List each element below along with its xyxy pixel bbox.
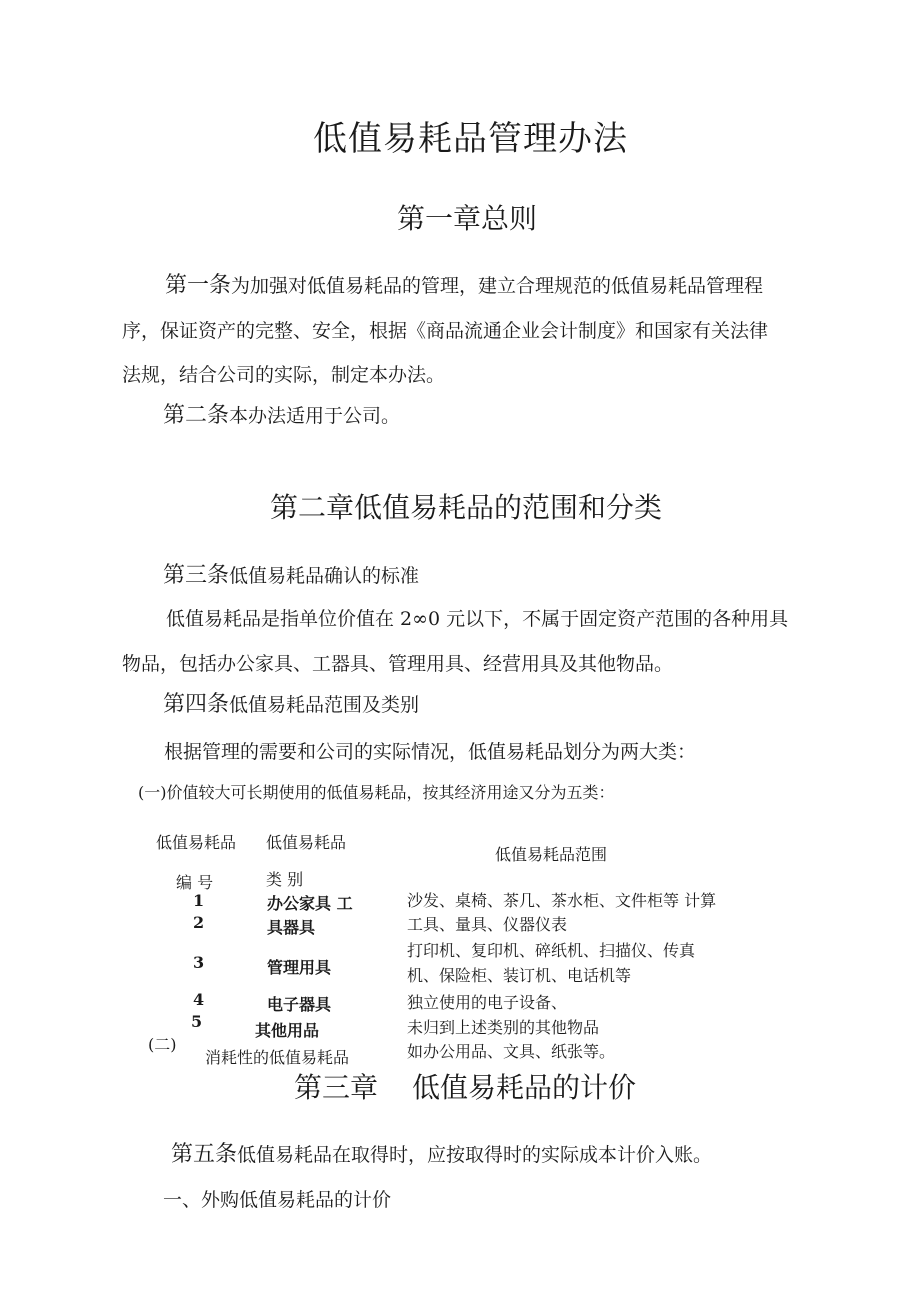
sub-item-1: (一)价值较大可长期使用的低值易耗品，按其经济用途又分为五类： — [138, 783, 615, 802]
sub-item-2-range: 如办公用品、文具、纸张等。 — [407, 1042, 616, 1061]
sub-item-2-text: 消耗性的低值易耗品 — [205, 1048, 350, 1067]
table-row-5-category: 其他用品 — [255, 1021, 320, 1040]
chapter-3-title-text: 低值易耗品的计价 — [412, 1071, 637, 1104]
article-1-line-2: 序，保证资产的完整、安全，根据《商品流通企业会计制度》和国家有关法律 — [122, 320, 769, 342]
chapter-3-title-number: 第三章 — [294, 1071, 379, 1104]
table-row-3-number: 3 — [193, 953, 205, 972]
article-3-label: 第三条 — [163, 563, 230, 588]
table-row-5-number: 5 — [191, 1012, 203, 1031]
article-2-label: 第二条 — [163, 403, 230, 428]
article-1-first-line — [165, 268, 763, 299]
page-title: 低值易耗品管理办法 — [313, 119, 628, 159]
chapter-2-title: 第二章低值易耗品的范围和分类 — [270, 491, 663, 524]
table-row-2-number: 2 — [193, 913, 205, 932]
article-2 — [163, 398, 400, 429]
article-3-text: 低值易耗品确认的标准 — [229, 565, 420, 587]
table-header-category-line-2: 类 别 — [266, 870, 304, 889]
paragraph-1-line-1: 低值易耗品是指单位价值在 2∞0 元以下，不属于固定资产范围的各种用具 — [166, 608, 789, 630]
table-row-2-range: 工具、量具、仪器仪表 — [407, 915, 568, 934]
article-2-text: 本办法适用于公司。 — [229, 405, 401, 427]
item-1-heading: 一、外购低值易耗品的计价 — [163, 1189, 392, 1211]
table-row-4-number: 4 — [193, 990, 205, 1009]
sub-item-2-label: (二) — [148, 1035, 177, 1054]
table-row-2-category: 具器具 — [267, 918, 316, 937]
chapter-1-title: 第一章总则 — [397, 202, 538, 235]
article-4-label: 第四条 — [163, 692, 230, 717]
article-5 — [171, 1137, 712, 1168]
paragraph-1-line-2: 物品，包括办公家具、工器具、管理用具、经营用具及其他物品。 — [122, 653, 674, 675]
table-row-4-category: 电子器具 — [267, 995, 332, 1014]
table-row-3-range-line-1: 打印机、复印机、碎纸机、扫描仪、传真 — [407, 941, 696, 960]
table-header-range: 低值易耗品范围 — [495, 845, 608, 864]
article-1-line-3: 法规，结合公司的实际，制定本办法。 — [122, 364, 446, 386]
article-1-line-1: 为加强对低值易耗品的管理，建立合理规范的低值易耗品管理程 — [231, 275, 764, 297]
table-row-1-range: 沙发、桌椅、茶几、茶水柜、文件柜等 计算 — [407, 891, 717, 910]
table-row-1-category: 办公家具 工 — [267, 894, 353, 913]
table-row-4-range: 独立使用的电子设备、 — [407, 993, 568, 1012]
table-header-number-line-2: 编 号 — [176, 873, 214, 892]
table-header-category-line-1: 低值易耗品 — [266, 833, 347, 852]
table-row-1-number: 1 — [193, 891, 205, 910]
article-5-label: 第五条 — [171, 1142, 238, 1167]
table-row-3-range-line-2: 机、保险柜、装订机、电话机等 — [407, 966, 632, 985]
article-4 — [163, 687, 419, 718]
article-4-text: 低值易耗品范围及类别 — [229, 694, 420, 716]
table-header-number-line-1: 低值易耗品 — [156, 833, 237, 852]
table-row-5-range: 未归到上述类别的其他物品 — [407, 1018, 600, 1037]
paragraph-2: 根据管理的需要和公司的实际情况，低值易耗品划分为两大类： — [164, 741, 697, 763]
article-1-label: 第一条 — [165, 273, 232, 298]
article-5-text: 低值易耗品在取得时，应按取得时的实际成本计价入账。 — [237, 1144, 713, 1166]
article-3 — [163, 558, 419, 589]
table-row-3-category: 管理用具 — [267, 958, 332, 977]
